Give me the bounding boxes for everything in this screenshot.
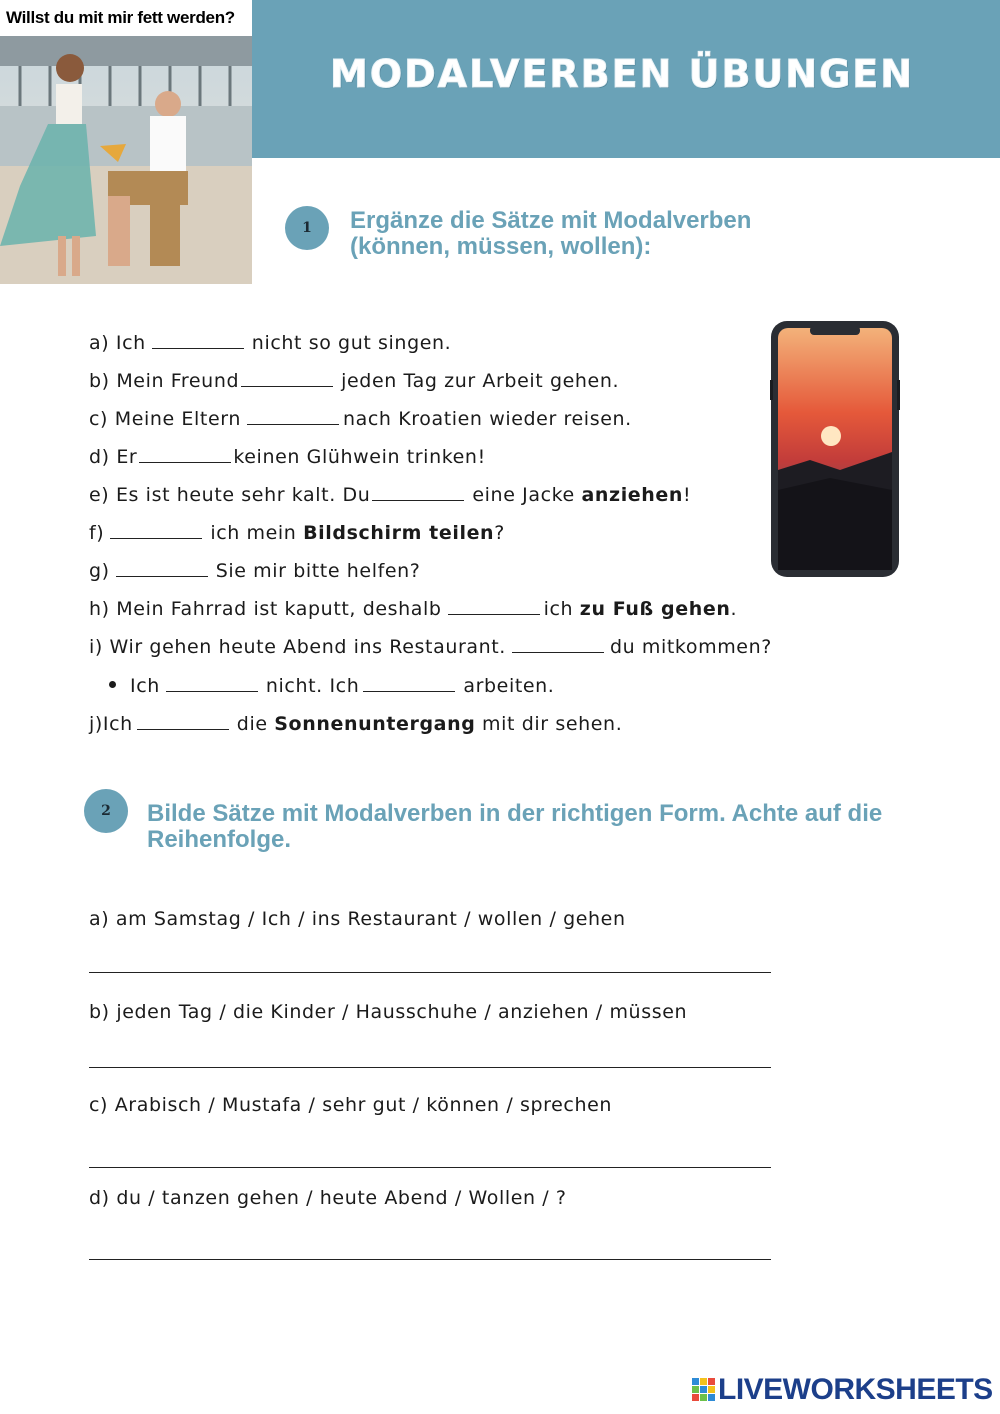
exercise-1-i-bullet [89,675,554,697]
section-1-title [350,208,751,260]
exercise-text: Sie mir bitte helfen? [215,560,421,582]
exercise-text: ! [683,484,692,506]
liveworksheets-logo-icon [692,1378,716,1402]
exercise-text: d) Er [89,446,138,468]
exercise-1-b [89,370,619,392]
fill-in-blank[interactable] [152,346,244,349]
bullet-icon [109,681,116,688]
exercise-text: h) Mein Fahrrad ist kaputt, deshalb [89,598,442,620]
exercise-text: die [236,713,275,735]
meme-caption: Willst du mit mir fett werden? [0,0,252,36]
exercise-keyword: Bildschirm teilen [303,522,495,544]
fill-in-blank[interactable] [448,612,540,615]
exercise-text: b) Mein Freund [89,370,240,392]
exercise-text: f) [89,522,105,544]
exercise-text: du mitkommen? [609,636,772,658]
section-1-number-badge: 1 [285,206,329,250]
logo-text: LIVEWORKSHEETS [718,1373,993,1406]
meme-image [0,0,252,284]
exercise-text: g) [89,560,110,582]
exercise-2-b: b) jeden Tag / die Kinder / Hausschuhe / anziehen / müssen [89,1001,688,1023]
exercise-1-c [89,408,632,430]
exercise-1-i [89,636,772,658]
exercise-1-d [89,446,486,468]
exercise-text: ? [494,522,505,544]
exercise-1-f [89,522,505,544]
fill-in-blank[interactable] [363,689,455,692]
exercise-1-a [89,332,451,354]
exercise-text: i) Wir gehen heute Abend ins Restaurant. [89,636,506,658]
exercise-text: e) Es ist heute sehr kalt. Du [89,484,371,506]
exercise-1-j [89,713,622,735]
exercise-keyword: zu Fuß gehen [579,598,731,620]
exercise-text: keinen Glühwein trinken! [233,446,486,468]
fill-in-blank[interactable] [247,422,339,425]
exercise-text: ich mein [210,522,304,544]
smartphone-sunset-icon [770,320,900,578]
exercise-text: eine Jacke [472,484,582,506]
answer-line-a[interactable] [89,972,771,973]
exercise-text: c) Meine Eltern [89,408,241,430]
exercise-text: nicht. Ich [265,675,360,697]
fill-in-blank[interactable] [241,384,333,387]
section-2-title [147,801,882,853]
exercise-1-e [89,484,691,506]
exercise-keyword: Sonnenuntergang [274,713,476,735]
section-1-title-line2: (können, müssen, wollen): [350,233,652,260]
exercise-text: j)Ich [89,713,133,735]
exercise-text: ich [543,598,580,620]
exercise-text: jeden Tag zur Arbeit gehen. [341,370,620,392]
exercise-1-g [89,560,420,582]
proposal-photo-icon [0,36,252,284]
answer-line-b[interactable] [89,1067,771,1068]
section-2-title-line1: Bilde Sätze mit Modalverben in der richtigen Form. Achte auf die [147,800,883,827]
exercise-text: Ich [130,675,160,697]
exercise-keyword: anziehen [581,484,684,506]
exercise-2-a: a) am Samstag / Ich / ins Restaurant / wollen / gehen [89,908,626,930]
exercise-text: nach Kroatien wieder reisen. [342,408,632,430]
section-1-title-line1: Ergänze die Sätze mit Modalverben [350,207,752,234]
exercise-text: . [730,598,738,620]
exercise-2-d: d) du / tanzen gehen / heute Abend / Wollen / ? [89,1187,567,1209]
answer-line-c[interactable] [89,1167,771,1168]
fill-in-blank[interactable] [116,574,208,577]
exercise-2-c: c) Arabisch / Mustafa / sehr gut / können / sprechen [89,1094,613,1116]
liveworksheets-logo [692,1374,993,1406]
fill-in-blank[interactable] [137,727,229,730]
section-2-title-line2: Reihenfolge. [147,826,292,853]
section-2-number-badge: 2 [84,789,128,833]
exercise-text: nicht so gut singen. [251,332,452,354]
exercise-text: arbeiten. [463,675,555,697]
exercise-1-h [89,598,737,620]
fill-in-blank[interactable] [166,689,258,692]
fill-in-blank[interactable] [512,650,604,653]
exercise-text: a) Ich [89,332,146,354]
fill-in-blank[interactable] [110,536,202,539]
exercise-text: mit dir sehen. [475,713,623,735]
fill-in-blank[interactable] [372,498,464,501]
answer-line-d[interactable] [89,1259,771,1260]
fill-in-blank[interactable] [139,460,231,463]
page-title: MODALVERBEN ÜBUNGEN [330,52,915,96]
